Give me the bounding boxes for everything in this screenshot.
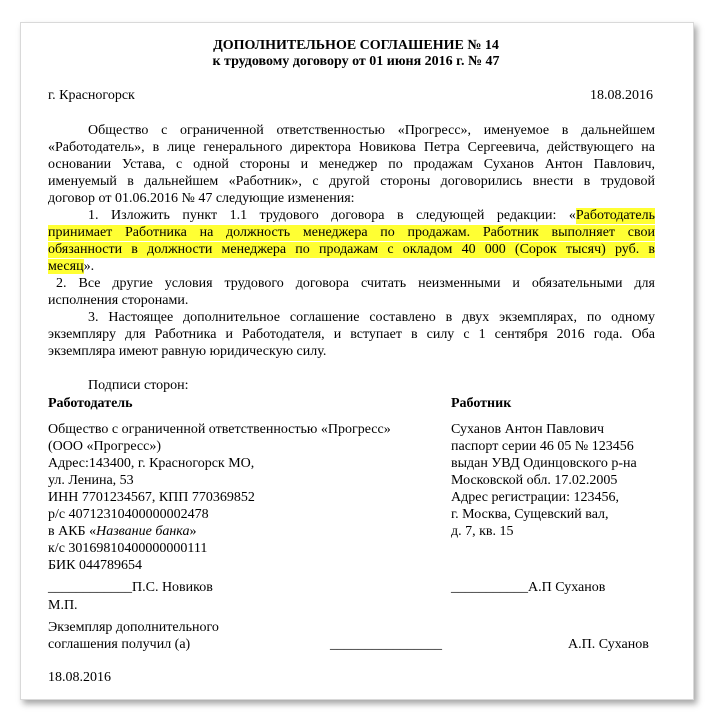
date-bottom: 18.08.2016 (48, 670, 111, 685)
item-3-line: 3. Настоящее дополнительное соглашение составлено в двух экземплярах, по одному (88, 310, 655, 325)
employee-line: выдан УВД Одинцовского р-на (451, 456, 637, 471)
item-3-line: экземпляру для Работника и Работодателя, и вступает в силу с 1 сентября 2016 года. Оба (48, 327, 655, 342)
item-2-line: исполнения сторонами. (48, 293, 189, 308)
intro-line: Общество с ограниченной ответственностью «Прогресс», именуемое в дальнейшем (88, 123, 655, 138)
employee-line: Адрес регистрации: 123456, (451, 490, 620, 505)
employee-line: паспорт серии 46 05 № 123456 (451, 439, 634, 454)
intro-line: именуемый в дальнейшем «Работник», с другой стороны договорились внести в трудовой (48, 174, 655, 189)
item-2-line: 2. Все другие условия трудового договора считать неизменными и обязательными для (56, 276, 655, 291)
employer-line: ИНН 7701234567, КПП 770369852 (48, 490, 255, 505)
employee-line: Суханов Антон Павлович (451, 422, 605, 437)
bank-suffix: » (189, 524, 197, 539)
stamp-place: М.П. (48, 598, 78, 613)
employer-heading: Работодатель (48, 396, 133, 411)
bank-prefix: в АКБ « (48, 524, 97, 539)
item-1-prefix: 1. Изложить пункт 1.1 трудового договора в следующей редакции: « (88, 208, 576, 223)
item-1-line (88, 208, 655, 224)
item-1-highlight: Работодатель (575, 208, 655, 223)
employee-line: д. 7, кв. 15 (451, 524, 514, 539)
item-3-line: экземпляра имеют равную юридическую силу. (48, 344, 327, 359)
intro-line: основании Устава, с одной стороны и менеджер по продажам Суханов Антон Павлович, (48, 157, 655, 172)
employer-bank-line (48, 524, 197, 540)
intro-line: договор от 01.06.2016 № 47 следующие изменения: (48, 191, 355, 206)
employee-line: г. Москва, Сущевский вал, (451, 507, 609, 522)
place: г. Красногорск (48, 88, 135, 103)
date-top: 18.08.2016 (590, 88, 653, 103)
document-title: ДОПОЛНИТЕЛЬНОЕ СОГЛАШЕНИЕ № 14 (213, 38, 499, 53)
item-1-line (48, 259, 94, 275)
employer-line: БИК 044789654 (48, 558, 142, 573)
receipt-line: соглашения получил (а) (48, 637, 191, 652)
signatures-heading: Подписи сторон: (88, 378, 189, 393)
receipt-signer: А.П. Суханов (568, 637, 649, 652)
receipt-signature-line: ________________ (330, 637, 442, 652)
signature-line: ____________ (48, 580, 132, 595)
employer-signer: П.С. Новиков (132, 580, 213, 595)
employee-signer: А.П Суханов (528, 580, 606, 595)
employee-line: Московской обл. 17.02.2005 (451, 473, 618, 488)
employer-line: к/с 30169810400000000111 (48, 541, 208, 556)
item-1-highlight: принимает Работника на должность менеджера по продажам. Работник выполняет свои (48, 225, 655, 240)
item-1-highlight: месяц (48, 259, 84, 274)
bank-name: Название банка (96, 524, 190, 539)
intro-line: «Работодатель», в лице генерального директора Новикова Петра Сергеевича, действующего на (48, 140, 655, 155)
document-subtitle: к трудовому договору от 01 июня 2016 г. № 47 (212, 54, 500, 69)
employer-line: Общество с ограниченной ответственностью «Прогресс» (48, 422, 391, 437)
item-1-suffix: ». (83, 259, 95, 274)
employer-signature (48, 580, 213, 596)
item-1-highlight: обязанности в должности менеджера по продажам с окладом 40 000 (Сорок тысяч) руб. в (48, 242, 655, 257)
employer-line: р/с 40712310400000002478 (48, 507, 209, 522)
employer-line: (ООО «Прогресс») (48, 439, 161, 454)
employee-heading: Работник (451, 396, 512, 411)
employer-line: Адрес:143400, г. Красногорск МО, (48, 456, 255, 471)
employer-line: ул. Ленина, 53 (48, 473, 134, 488)
employee-signature (451, 580, 605, 596)
signature-line: ___________ (451, 580, 528, 595)
receipt-line: Экземпляр дополнительного (48, 620, 219, 635)
